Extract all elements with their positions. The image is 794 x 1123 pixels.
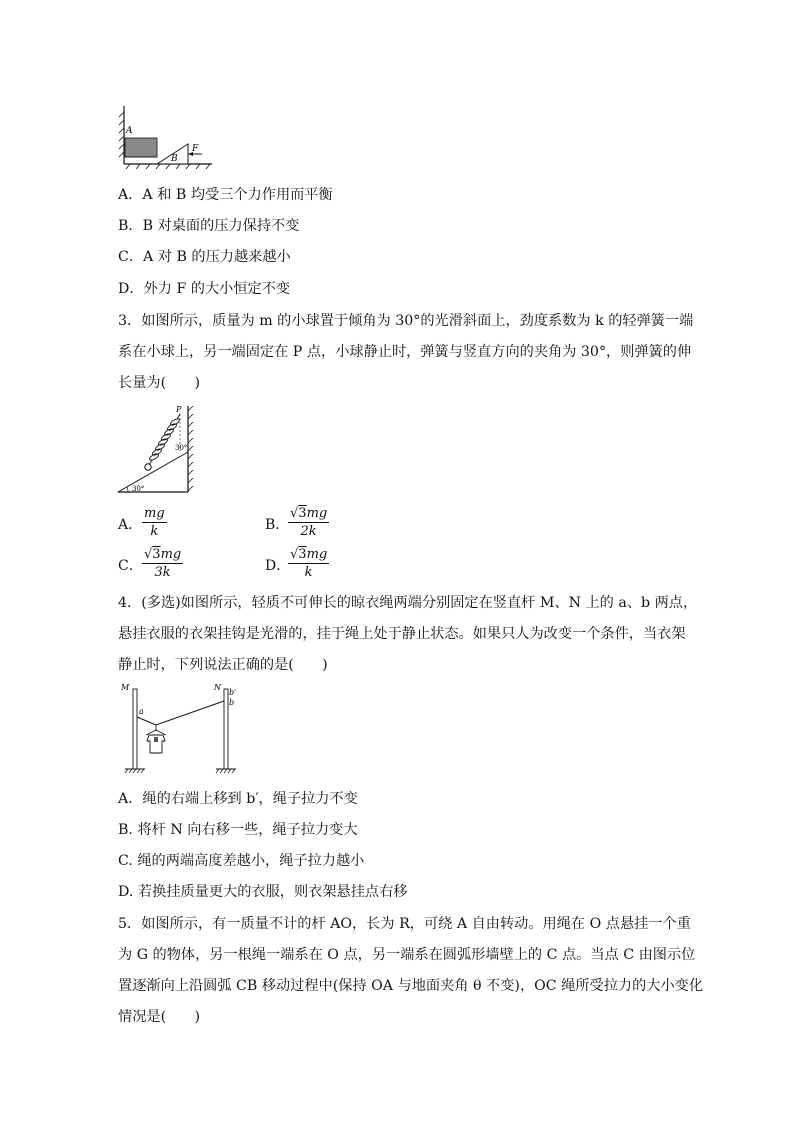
- q5-stem-line: 5．如图所示，有一质量不计的杆 AO，长为 R，可绕 A 自由转动。用绳在 O 点悬挂一个重: [118, 916, 691, 932]
- rope: [137, 701, 224, 725]
- q4-option-a: A．绳的右端上移到 b′，绳子拉力不变: [118, 791, 358, 807]
- q3-stem: [118, 306, 706, 399]
- q3-option-c-label: C．: [118, 558, 143, 574]
- label-b: B: [171, 154, 178, 164]
- radicand: 3: [298, 506, 307, 521]
- figure-block-wedge: [116, 104, 216, 172]
- q3-option-d-label: D．: [265, 558, 291, 574]
- q4-option-b: B. 将杆 N 向右移一些，绳子拉力变大: [118, 822, 358, 838]
- q3-option-c-fraction: $\frac{√3mg}{3k}$: [144, 547, 182, 580]
- q5-stem-line: 置逐渐向上沿圆弧 CB 移动过程中(保持 OA 与地面夹角 θ 不变)，OC 绳所受拉力的大小变化: [118, 978, 704, 994]
- pole-n: [224, 689, 228, 769]
- q2-option-c: C．A 对 B 的压力越来越小: [118, 249, 291, 265]
- fraction-numerator: mg: [306, 547, 328, 562]
- label-n: N: [214, 683, 221, 692]
- figure-clothesline: [116, 681, 244, 777]
- label-m: M: [121, 683, 130, 692]
- label-f: F: [192, 144, 199, 154]
- q5-stem-line: 为 G 的物体，另一根绳一端系在 O 点，另一端系在圆弧形墙壁上的 C 点。当点 C 由图示位: [118, 947, 696, 963]
- q2-option-a: A．A 和 B 均受三个力作用而平衡: [118, 187, 333, 203]
- fraction-denominator: 2k: [300, 524, 317, 539]
- incline-surface: [118, 452, 188, 492]
- q4-stem-line: 静止时，下列说法正确的是( ): [118, 657, 328, 673]
- fraction-denominator: k: [304, 565, 313, 580]
- label-a: a: [139, 707, 144, 716]
- q2-option-b: B．B 对桌面的压力保持不变: [118, 218, 300, 234]
- pole-m: [133, 689, 137, 769]
- label-b: b: [229, 698, 235, 707]
- fraction-numerator: mg: [160, 547, 182, 562]
- q3-option-d-fraction: $\frac{√3mg}{k}$: [290, 547, 328, 580]
- ball: [145, 464, 151, 470]
- fraction-numerator: mg: [144, 506, 165, 521]
- q3-stem-line: 长量为( ): [118, 375, 201, 391]
- label-angle-bottom: 30°: [132, 485, 145, 493]
- radicand: 3: [152, 547, 161, 562]
- q3-option-a-fraction: [142, 506, 167, 539]
- q4-stem-line: 4．(多选)如图所示，轻质不可伸长的晾衣绳两端分别固定在竖直杆 M、N 上的 a、b 两点，: [118, 595, 698, 611]
- spring: [149, 414, 181, 465]
- fraction-denominator: k: [150, 524, 159, 539]
- q5-stem: [118, 909, 706, 1033]
- q2-option-d: D．外力 F 的大小恒定不变: [118, 281, 291, 297]
- q3-stem-line: 3．如图所示，质量为 m 的小球置于倾角为 30°的光滑斜面上，劲度系数为 k 的轻弹簧一端: [118, 313, 694, 329]
- q5-stem-line: 情况是( ): [118, 1009, 201, 1025]
- label-p: P: [176, 405, 182, 414]
- q3-option-b-fraction: $\frac{√3mg}{2k}$: [290, 506, 328, 539]
- label-angle-top: 30°: [175, 444, 188, 452]
- label-b-prime: b′: [229, 688, 236, 697]
- q4-option-d: D. 若换挂质量更大的衣服，则衣架悬挂点右移: [118, 884, 408, 900]
- q4-option-c: C. 绳的两端高度差越小，绳子拉力越小: [118, 853, 365, 869]
- q3-stem-line: 系在小球上，另一端固定在 P 点，小球静止时，弹簧与竖直方向的夹角为 30°，则弹簧的伸: [118, 344, 692, 360]
- radicand: 3: [298, 547, 307, 562]
- label-a: A: [126, 126, 133, 136]
- q4-stem: [118, 588, 706, 681]
- q3-option-b-label: B．: [265, 517, 290, 533]
- q3-option-a-label: A．: [118, 517, 143, 533]
- block-a: [125, 138, 157, 157]
- fraction-denominator: 3k: [154, 565, 171, 580]
- fraction-numerator: mg: [306, 506, 328, 521]
- q4-stem-line: 悬挂衣服的衣架挂钩是光滑的，挂于绳上处于静止状态。如果只人为改变一个条件，当衣架: [118, 626, 686, 642]
- figure-spring-incline: [116, 403, 198, 496]
